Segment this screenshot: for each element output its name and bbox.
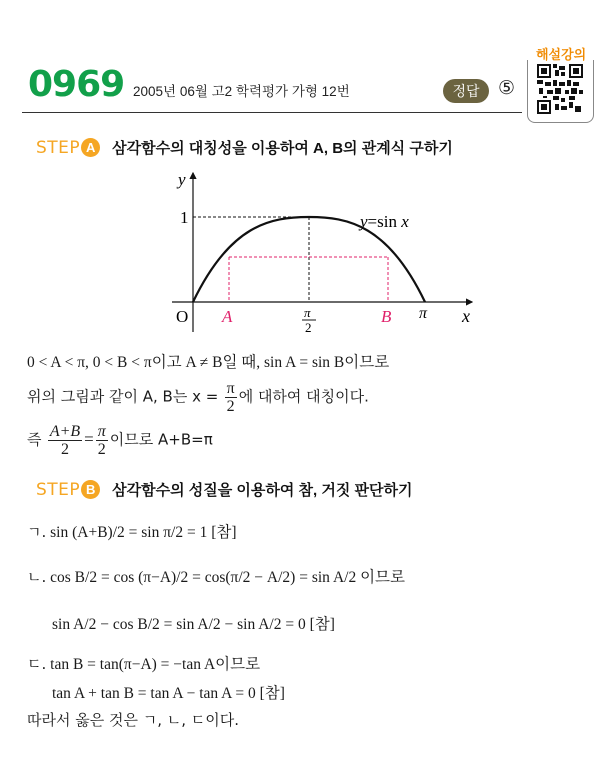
question-number: 0969 xyxy=(28,64,125,105)
header-divider xyxy=(22,112,522,113)
x-tick-pi: π xyxy=(419,305,428,322)
x-tick-b: B xyxy=(381,307,392,326)
origin-label: O xyxy=(176,307,189,326)
x-tick-a: A xyxy=(222,307,233,326)
step-b-title: 삼각함수의 성질을 이용하여 참, 거짓 판단하기 xyxy=(112,482,413,499)
lecture-qr-label: 해설강의 xyxy=(536,47,587,62)
statement-n-1: ㄴ. cos B/2 = cos (π−A)/2 = cos(π/2 − A/2) = sin A/2 이므로 xyxy=(27,568,405,586)
step-b-header xyxy=(36,479,413,500)
step-a-title: 삼각함수의 대칭성을 이용하여 A, B의 관계식 구하기 xyxy=(112,140,453,157)
y-axis-label: y xyxy=(178,170,186,189)
y-tick-1: 1 xyxy=(180,208,189,227)
step-a-line-1: 0 < A < π, 0 < B < π이고 A ≠ B일 때, sin A = sin B이므로 xyxy=(27,354,390,371)
statement-d-1: ㄷ. tan B = tan(π−A) = −tan A이므로 xyxy=(27,655,261,673)
step-b-label: STEP xyxy=(36,480,81,500)
statement-g: ㄱ. sin (A+B)/2 = sin π/2 = 1 [참] xyxy=(27,523,237,541)
step-a-letter: A xyxy=(81,138,100,157)
answer-badge: 정답 xyxy=(443,79,489,103)
sine-graph xyxy=(160,165,490,345)
question-source: 2005년 06월 고2 학력평가 가형 12번 xyxy=(133,84,350,99)
answer-value: ⑤ xyxy=(498,77,516,99)
conclusion: 따라서 옳은 것은 ㄱ, ㄴ, ㄷ이다. xyxy=(27,711,240,729)
step-a-label: STEP xyxy=(36,138,81,158)
step-a-header xyxy=(36,137,453,158)
statement-n-2: sin A/2 − cos B/2 = sin A/2 − sin A/2 = 0 [참] xyxy=(52,616,335,633)
curve-label: y=sin x xyxy=(360,212,409,231)
step-a-line-2: 위의 그림과 같이 A, B는 x = $\frac{\pi}{2}$ 에 대하여 대칭이다. xyxy=(27,380,369,415)
x-tick-pi-over-2: π xyxy=(304,305,311,320)
step-a-line-3: 즉 $\frac{A+B}{2}$ = $\frac{\pi}{2}$ 이므로 A+B=π xyxy=(27,423,213,458)
qr-code-icon[interactable] xyxy=(537,64,583,114)
step-b-letter: B xyxy=(81,480,100,499)
x-axis-label: x xyxy=(462,306,470,326)
statement-d-2: tan A + tan B = tan A − tan A = 0 [참] xyxy=(52,685,285,702)
svg-text:2: 2 xyxy=(305,320,312,335)
